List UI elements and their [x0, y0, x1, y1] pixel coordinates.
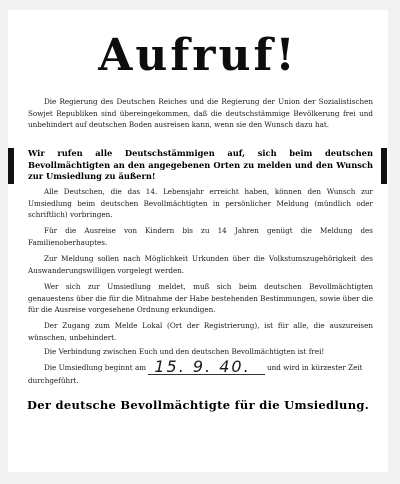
- paragraph-access: [28, 320, 373, 343]
- paragraph-children: [28, 225, 373, 248]
- start-date-line: [28, 357, 373, 387]
- paragraph-regulations-text: Wer sich zur Umsiedlung meldet, muß sich beim deutschen Bevollmächtigten genauestens über die für die Mitnahme der Habe bestehenden Bestimmungen, sowie über die für die Ausreise vorgesehene Ordnung erkundigen.: [28, 282, 373, 315]
- paragraph-age: [28, 186, 373, 221]
- paragraph-intro-text: Die Regierung des Deutschen Reiches und die Regierung der Union der Sozialistischen Sowjet Republiken sind übereingekommen, daß die deutschstämmige Bevölkerung frei und unbehindert auf deutschen Boden ausreisen kann, wenn sie den Wunsch dazu hat.: [28, 97, 373, 130]
- poster: [8, 10, 388, 472]
- handwritten-date: 15. 9. 40.: [148, 360, 264, 375]
- paragraph-documents-text: Zur Meldung sollen nach Möglichkeit Urkunden über die Volkstumszugehörigkeit des Auswanderungswilligen vorgelegt werden.: [28, 254, 373, 275]
- callout-paragraph: Wir rufen alle Deutschstämmigen auf, sich beim deutschen Bevollmächtigten an den angegebenen Orten zu melden und den Wunsch zur Umsiedlung zu äußern!: [28, 148, 373, 182]
- paragraph-intro: [28, 96, 373, 131]
- paragraph-connection: [28, 346, 373, 358]
- start-date-prefix: Die Umsiedlung beginnt am: [44, 363, 147, 372]
- signature-line: Der deutsche Bevollmächtigte für die Umsiedlung.: [26, 398, 370, 412]
- poster-title: Aufruf!: [98, 30, 298, 81]
- paragraph-documents: [28, 253, 373, 276]
- right-margin-bar: [381, 148, 387, 184]
- start-date-suffix: und wird in kürzester Zeit durchgeführt.: [28, 363, 363, 385]
- paragraph-access-text: Der Zugang zum Melde Lokal (Ort der Registrierung), ist für alle, die auszureisen wünschen, unbehindert.: [28, 321, 373, 342]
- left-margin-bar: [8, 148, 14, 184]
- paragraph-connection-text: Die Verbindung zwischen Euch und den deutschen Bevollmächtigten ist frei!: [44, 347, 325, 356]
- paragraph-age-text: Alle Deutschen, die das 14. Lebensjahr erreicht haben, können den Wunsch zur Umsiedlung beim deutschen Bevollmächtigten in persönlicher Meldung (mündlich oder schriftlich) vorbringen.: [28, 187, 373, 220]
- paragraph-children-text: Für die Ausreise von Kindern bis zu 14 Jahren genügt die Meldung des Familienoberhauptes.: [28, 226, 373, 247]
- paragraph-regulations: [28, 281, 373, 316]
